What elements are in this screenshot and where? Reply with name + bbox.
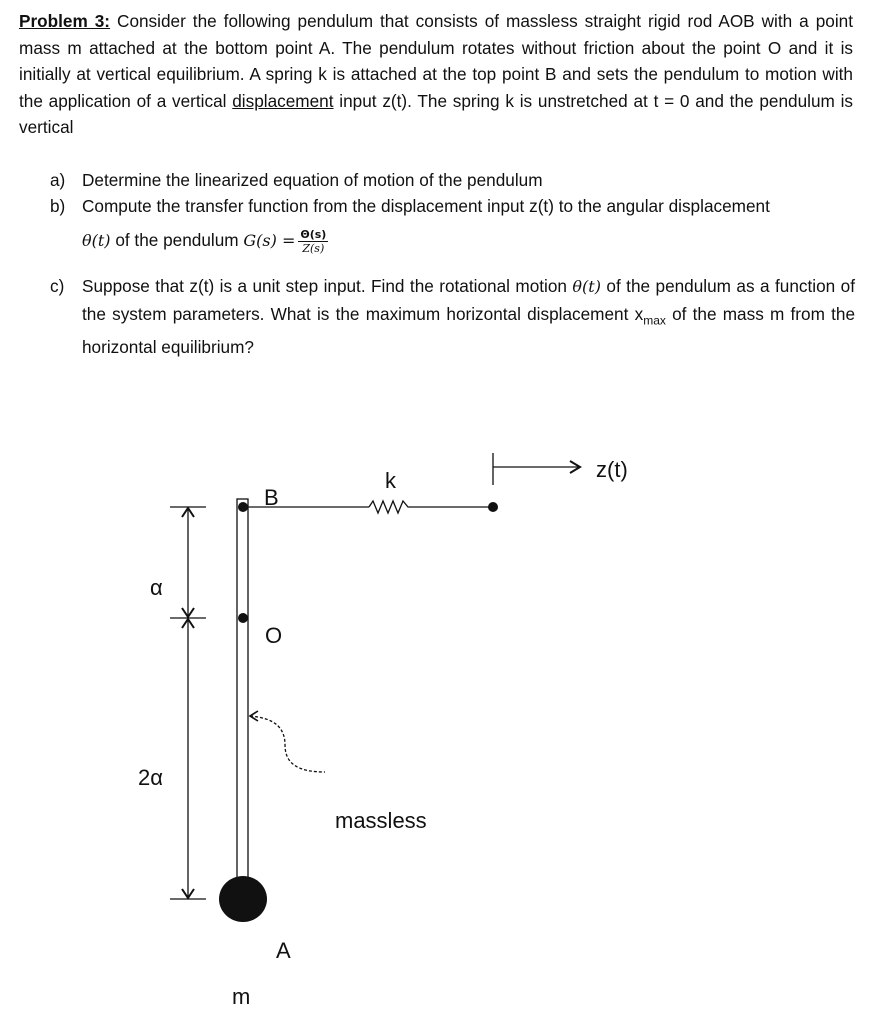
- question-text-part: of the pendulum as a function of the system parameters. What is the maximum horizontal displacement x: [82, 276, 855, 324]
- pivot-O: [238, 613, 248, 623]
- transfer-function-symbol: G(s) =: [243, 230, 296, 250]
- label-alpha: α: [150, 575, 163, 600]
- question-label: a): [50, 170, 66, 190]
- question-text-part: of the pendulum: [110, 229, 244, 250]
- label-B: B: [264, 485, 279, 510]
- label-A: A: [276, 938, 291, 963]
- question-text-part: Compute the transfer function from the displacement input z(t) to the angular displacement: [82, 196, 770, 216]
- label-m: m: [232, 984, 251, 1009]
- point-B: [238, 502, 248, 512]
- spring-k: [369, 501, 493, 513]
- question-label: b): [50, 196, 66, 216]
- label-k: k: [385, 468, 396, 493]
- underlined-word: displacement: [232, 90, 334, 111]
- fraction-numerator: Θ(s): [300, 227, 327, 241]
- question-text: Determine the linearized equation of motion of the pendulum: [82, 170, 543, 190]
- subscript-max: max: [643, 313, 666, 328]
- label-2alpha: 2α: [138, 765, 163, 790]
- label-massless: massless: [335, 808, 427, 833]
- question-text-part: of the mass m from the horizontal equilibrium?: [82, 303, 856, 358]
- problem-text: Consider the following pendulum that consists of massless straight rigid rod AOB with a point mass m attached at the bottom point A. The pendulum rotates without friction about the point O and it is initially at vertical equilibrium. A spring k is attached at the top point B and sets the pendulum to motion with the application of a vertical: [19, 11, 853, 111]
- problem-text-end: input z(t). The spring k is unstretched at t = 0 and the pendulum is vertical: [19, 90, 854, 138]
- problem-heading: Problem 3:: [19, 11, 111, 31]
- fraction-denominator: Z(s): [302, 241, 325, 255]
- question-label: c): [50, 276, 65, 296]
- massless-pointer: [250, 716, 325, 772]
- rigid-rod: [237, 499, 248, 879]
- pointer-arrow-icon: [250, 711, 258, 721]
- spring-end-point: [488, 502, 498, 512]
- theta-symbol: θ(t): [572, 277, 601, 296]
- label-O: O: [265, 623, 283, 648]
- label-z: z(t): [596, 457, 628, 482]
- theta-symbol: θ(t): [82, 230, 111, 250]
- question-text-part: Suppose that z(t) is a unit step input. Find the rotational motion: [82, 276, 573, 296]
- point-mass: [219, 876, 267, 922]
